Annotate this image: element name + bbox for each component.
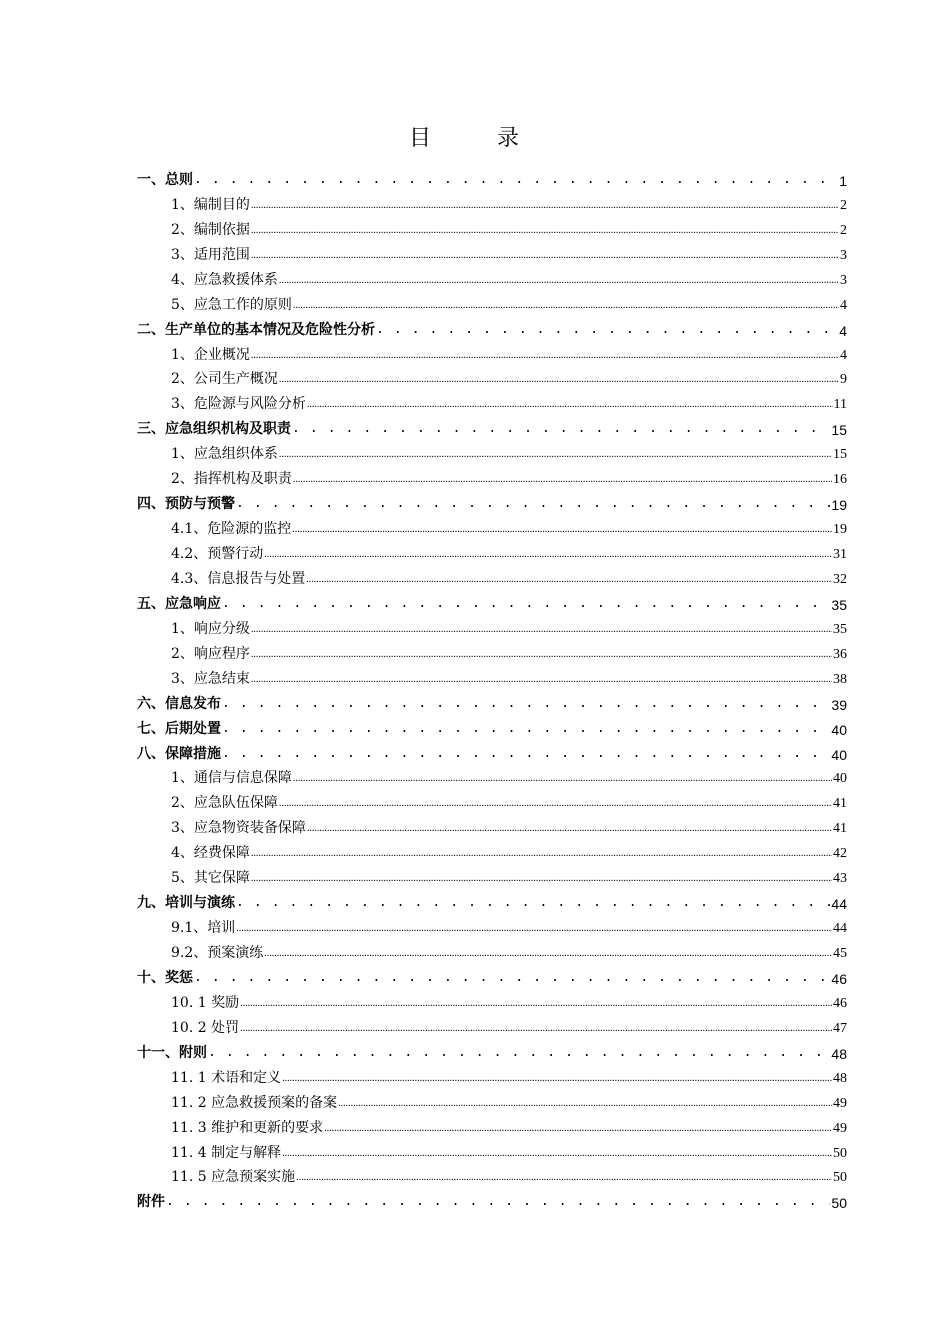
toc-entry-label: 七、后期处置 bbox=[137, 720, 221, 737]
toc-entry-label: 一、总则 bbox=[137, 171, 193, 188]
toc-entry-page-number: 46 bbox=[833, 995, 847, 1011]
toc-dot-leader bbox=[222, 595, 830, 613]
toc-section-entry[interactable] bbox=[137, 812, 847, 837]
toc-dot-leader bbox=[279, 794, 832, 812]
toc-section-entry[interactable] bbox=[137, 1137, 847, 1162]
toc-section-entry[interactable] bbox=[137, 438, 847, 463]
toc-entry-page-number: 4 bbox=[840, 347, 847, 363]
toc-dot-leader bbox=[264, 545, 832, 563]
toc-entry-label: 4.3、信息报告与处置 bbox=[171, 570, 306, 587]
toc-entry-page-number: 15 bbox=[833, 447, 847, 463]
toc-chapter-entry[interactable] bbox=[137, 1037, 847, 1062]
toc-entry-label: 六、信息发布 bbox=[137, 695, 221, 712]
toc-chapter-entry[interactable] bbox=[137, 164, 847, 189]
toc-entry-page-number: 49 bbox=[833, 1095, 847, 1111]
toc-entry-label: 三、应急组织机构及职责 bbox=[137, 421, 291, 438]
toc-entry-page-number: 50 bbox=[831, 1195, 847, 1212]
toc-entry-page-number: 19 bbox=[831, 497, 847, 514]
table-of-contents bbox=[137, 164, 847, 1211]
toc-entry-page-number: 44 bbox=[831, 896, 847, 913]
toc-section-entry[interactable] bbox=[137, 1012, 847, 1037]
toc-entry-page-number: 41 bbox=[833, 821, 847, 837]
toc-section-entry[interactable] bbox=[137, 214, 847, 239]
toc-entry-page-number: 11 bbox=[833, 397, 847, 413]
toc-entry-label: 八、保障措施 bbox=[137, 745, 221, 762]
toc-entry-label: 2、响应程序 bbox=[171, 645, 250, 662]
toc-entry-page-number: 40 bbox=[831, 721, 847, 738]
toc-chapter-entry[interactable] bbox=[137, 314, 847, 339]
toc-section-entry[interactable] bbox=[137, 912, 847, 937]
toc-dot-leader bbox=[222, 695, 830, 713]
toc-entry-label: 2、应急队伍保障 bbox=[171, 795, 278, 812]
toc-entry-label: 10. 2 处罚 bbox=[171, 1019, 240, 1036]
toc-chapter-entry[interactable] bbox=[137, 688, 847, 713]
toc-section-entry[interactable] bbox=[137, 1087, 847, 1112]
toc-entry-page-number: 32 bbox=[833, 571, 847, 587]
toc-section-entry[interactable] bbox=[137, 1112, 847, 1137]
toc-entry-label: 3、应急物资装备保障 bbox=[171, 820, 306, 837]
toc-entry-label: 1、通信与信息保障 bbox=[171, 770, 292, 787]
toc-entry-label: 3、应急结束 bbox=[171, 670, 250, 687]
toc-entry-page-number: 35 bbox=[831, 596, 847, 613]
toc-section-entry[interactable] bbox=[137, 463, 847, 488]
toc-entry-page-number: 43 bbox=[833, 871, 847, 887]
toc-entry-label: 5、其它保障 bbox=[171, 870, 250, 887]
toc-section-entry[interactable] bbox=[137, 364, 847, 389]
toc-dot-leader bbox=[251, 645, 832, 663]
toc-dot-leader bbox=[376, 321, 838, 339]
toc-chapter-entry[interactable] bbox=[137, 887, 847, 912]
toc-entry-label: 10. 1 奖励 bbox=[171, 994, 240, 1011]
toc-dot-leader bbox=[236, 919, 832, 937]
toc-section-entry[interactable] bbox=[137, 289, 847, 314]
toc-dot-leader bbox=[251, 246, 839, 264]
toc-dot-leader bbox=[240, 994, 832, 1012]
toc-dot-leader bbox=[251, 346, 839, 364]
toc-dot-leader bbox=[222, 745, 830, 763]
toc-entry-page-number: 1 bbox=[839, 172, 847, 189]
toc-entry-label: 4、经费保障 bbox=[171, 845, 250, 862]
toc-entry-label: 3、危险源与风险分析 bbox=[171, 396, 306, 413]
toc-entry-page-number: 9 bbox=[840, 372, 847, 388]
toc-entry-label: 9.1、培训 bbox=[171, 920, 236, 937]
toc-section-entry[interactable] bbox=[137, 538, 847, 563]
toc-section-entry[interactable] bbox=[137, 563, 847, 588]
toc-entry-page-number: 44 bbox=[833, 921, 847, 937]
toc-chapter-entry[interactable] bbox=[137, 413, 847, 438]
toc-dot-leader bbox=[251, 670, 832, 688]
toc-section-entry[interactable] bbox=[137, 862, 847, 887]
toc-entry-page-number: 49 bbox=[833, 1120, 847, 1136]
toc-section-entry[interactable] bbox=[137, 239, 847, 264]
toc-entry-label: 11. 3 维护和更新的要求 bbox=[171, 1119, 324, 1136]
toc-section-entry[interactable] bbox=[137, 613, 847, 638]
toc-section-entry[interactable] bbox=[137, 787, 847, 812]
toc-entry-label: 1、响应分级 bbox=[171, 620, 250, 637]
toc-dot-leader bbox=[292, 420, 830, 438]
toc-dot-leader bbox=[293, 769, 832, 787]
toc-dot-leader bbox=[307, 395, 833, 413]
toc-dot-leader bbox=[282, 1069, 832, 1087]
toc-entry-label: 2、编制依据 bbox=[171, 221, 250, 238]
toc-entry-label: 4.2、预警行动 bbox=[171, 546, 264, 562]
toc-chapter-entry[interactable] bbox=[137, 713, 847, 738]
toc-entry-label: 1、企业概况 bbox=[171, 346, 250, 363]
toc-section-entry[interactable] bbox=[137, 987, 847, 1012]
toc-dot-leader bbox=[194, 171, 838, 189]
toc-dot-leader bbox=[208, 1044, 830, 1062]
toc-entry-label: 五、应急响应 bbox=[137, 595, 221, 612]
toc-entry-label: 11. 4 制定与解释 bbox=[171, 1144, 282, 1161]
toc-section-entry[interactable] bbox=[137, 388, 847, 413]
toc-chapter-entry[interactable] bbox=[137, 962, 847, 987]
toc-entry-label: 四、预防与预警 bbox=[137, 496, 235, 513]
toc-dot-leader bbox=[251, 221, 839, 239]
toc-entry-page-number: 50 bbox=[833, 1145, 847, 1161]
toc-section-entry[interactable] bbox=[137, 189, 847, 214]
toc-entry-page-number: 2 bbox=[840, 222, 847, 238]
toc-entry-page-number: 40 bbox=[833, 771, 847, 787]
toc-section-entry[interactable] bbox=[137, 1162, 847, 1187]
toc-dot-leader bbox=[166, 1193, 830, 1211]
toc-dot-leader bbox=[279, 445, 832, 463]
toc-entry-label: 1、编制目的 bbox=[171, 196, 250, 213]
toc-dot-leader bbox=[282, 1144, 832, 1162]
toc-section-entry[interactable] bbox=[137, 663, 847, 688]
toc-dot-leader bbox=[338, 1094, 832, 1112]
toc-entry-page-number: 40 bbox=[831, 746, 847, 763]
toc-title: 目 录 bbox=[408, 126, 541, 151]
toc-entry-page-number: 45 bbox=[833, 946, 847, 961]
toc-entry-label: 九、培训与演练 bbox=[137, 895, 235, 912]
toc-dot-leader bbox=[293, 470, 832, 488]
toc-entry-label: 9.2、预案演练 bbox=[171, 945, 264, 961]
toc-dot-leader bbox=[293, 296, 839, 314]
toc-dot-leader bbox=[279, 271, 839, 289]
toc-chapter-entry[interactable] bbox=[137, 738, 847, 763]
toc-dot-leader bbox=[222, 720, 830, 738]
toc-entry-page-number: 42 bbox=[833, 846, 847, 862]
toc-dot-leader bbox=[264, 944, 832, 962]
toc-dot-leader bbox=[307, 819, 832, 837]
toc-dot-leader bbox=[194, 969, 830, 987]
toc-entry-label: 十一、附则 bbox=[137, 1044, 207, 1061]
toc-section-entry[interactable] bbox=[137, 763, 847, 788]
toc-entry-page-number: 19 bbox=[833, 522, 847, 538]
toc-entry-page-number: 15 bbox=[831, 422, 847, 439]
toc-entry-page-number: 35 bbox=[833, 621, 847, 637]
toc-entry-page-number: 39 bbox=[831, 696, 847, 713]
toc-entry-page-number: 48 bbox=[831, 1045, 847, 1062]
toc-entry-page-number: 3 bbox=[840, 272, 847, 288]
toc-entry-label: 2、公司生产概况 bbox=[171, 371, 278, 388]
toc-dot-leader bbox=[236, 495, 830, 513]
toc-entry-page-number: 48 bbox=[833, 1070, 847, 1086]
toc-entry-page-number: 46 bbox=[831, 970, 847, 987]
toc-section-entry[interactable] bbox=[137, 339, 847, 364]
toc-entry-label: 5、应急工作的原则 bbox=[171, 296, 292, 313]
toc-entry-page-number: 3 bbox=[840, 247, 847, 263]
toc-entry-label: 11. 5 应急预案实施 bbox=[171, 1169, 296, 1186]
toc-dot-leader bbox=[251, 620, 832, 638]
toc-entry-label: 4.1、危险源的监控 bbox=[171, 521, 292, 538]
toc-dot-leader bbox=[324, 1119, 832, 1137]
toc-chapter-entry[interactable] bbox=[137, 488, 847, 513]
toc-entry-page-number: 47 bbox=[833, 1020, 847, 1036]
toc-entry-page-number: 50 bbox=[833, 1170, 847, 1186]
toc-dot-leader bbox=[279, 370, 839, 388]
toc-entry-page-number: 38 bbox=[833, 671, 847, 687]
toc-dot-leader bbox=[240, 1019, 832, 1037]
toc-entry-page-number: 36 bbox=[833, 646, 847, 662]
toc-entry-label: 2、指挥机构及职责 bbox=[171, 471, 292, 488]
toc-dot-leader bbox=[251, 869, 832, 887]
toc-dot-leader bbox=[296, 1168, 832, 1186]
toc-entry-label: 11. 2 应急救援预案的备案 bbox=[171, 1094, 338, 1111]
toc-entry-label: 11. 1 术语和定义 bbox=[171, 1069, 282, 1086]
toc-section-entry[interactable] bbox=[137, 937, 847, 962]
toc-section-entry[interactable] bbox=[137, 1062, 847, 1087]
toc-entry-label: 十、奖惩 bbox=[137, 969, 193, 986]
toc-dot-leader bbox=[251, 196, 839, 214]
toc-chapter-entry[interactable] bbox=[137, 1186, 847, 1211]
toc-entry-page-number: 4 bbox=[839, 322, 847, 339]
toc-chapter-entry[interactable] bbox=[137, 588, 847, 613]
toc-dot-leader bbox=[292, 520, 832, 538]
toc-section-entry[interactable] bbox=[137, 837, 847, 862]
toc-entry-label: 3、适用范围 bbox=[171, 246, 250, 263]
toc-section-entry[interactable] bbox=[137, 638, 847, 663]
toc-section-entry[interactable] bbox=[137, 264, 847, 289]
toc-entry-page-number: 16 bbox=[833, 472, 847, 488]
toc-entry-label: 二、生产单位的基本情况及危险性分析 bbox=[137, 321, 375, 338]
toc-section-entry[interactable] bbox=[137, 513, 847, 538]
toc-entry-label: 附件 bbox=[137, 1194, 165, 1211]
toc-dot-leader bbox=[306, 570, 832, 588]
toc-entry-page-number: 31 bbox=[833, 547, 847, 562]
toc-entry-label: 1、应急组织体系 bbox=[171, 446, 278, 463]
toc-entry-page-number: 4 bbox=[840, 297, 847, 313]
toc-entry-page-number: 2 bbox=[840, 197, 847, 213]
toc-entry-label: 4、应急救援体系 bbox=[171, 271, 278, 288]
toc-entry-page-number: 41 bbox=[833, 796, 847, 812]
toc-dot-leader bbox=[236, 894, 830, 912]
toc-dot-leader bbox=[251, 844, 832, 862]
